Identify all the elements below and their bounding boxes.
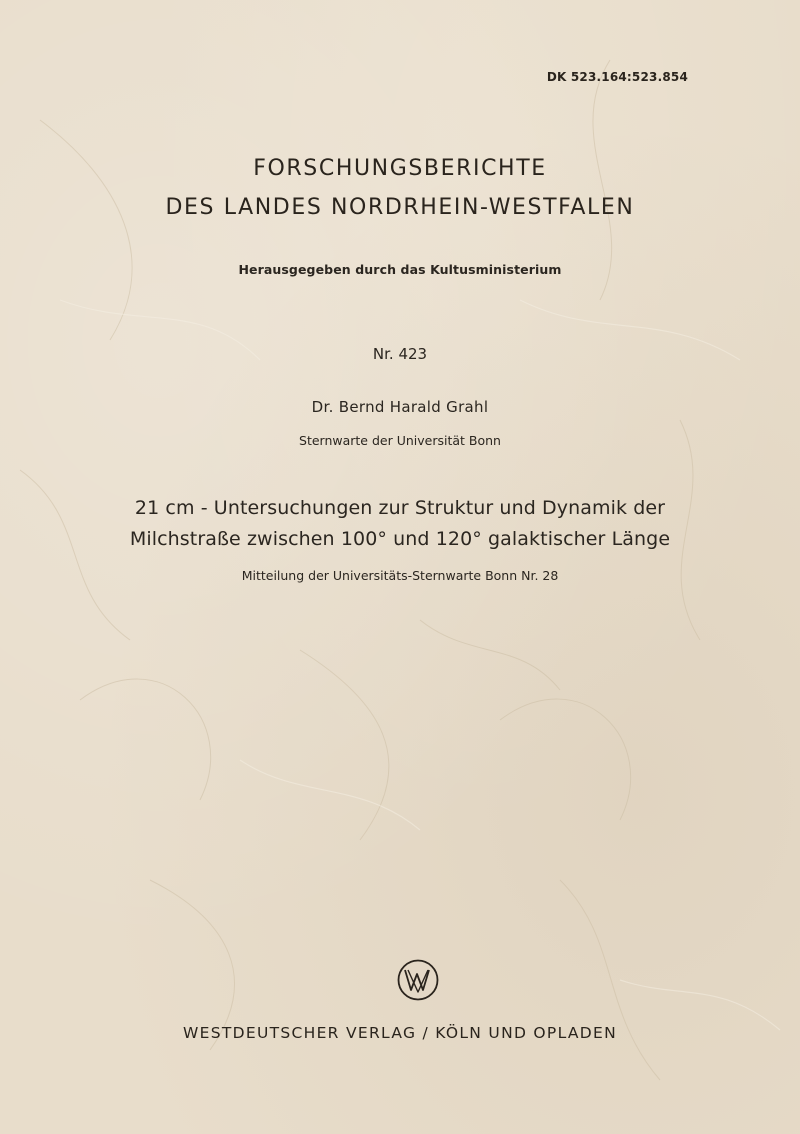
title-line-1: 21 cm - Untersuchungen zur Struktur und Dynamik der [134, 497, 666, 519]
author-affiliation: Sternwarte der Universität Bonn [299, 433, 501, 448]
issue-number: Nr. 423 [372, 345, 428, 363]
series-editor: Herausgegeben durch das Kultusministerium [238, 262, 562, 277]
series-title-line-2: DES LANDES NORDRHEIN-WESTFALEN [165, 195, 635, 220]
title-line-2: Milchstraße zwischen 100° und 120° galaktischer Länge [129, 528, 671, 550]
wv-circle-logo-icon [396, 958, 440, 1002]
series-title-line-1: FORSCHUNGSBERICHTE [253, 156, 547, 181]
publisher-name: WESTDEUTSCHER VERLAG / KÖLN UND OPLADEN [183, 1024, 617, 1042]
publication-note: Mitteilung der Universitäts-Sternwarte Bonn Nr. 28 [241, 568, 559, 583]
author-name: Dr. Bernd Harald Grahl [311, 398, 489, 416]
classification-code: DK 523.164:523.854 [546, 70, 688, 84]
